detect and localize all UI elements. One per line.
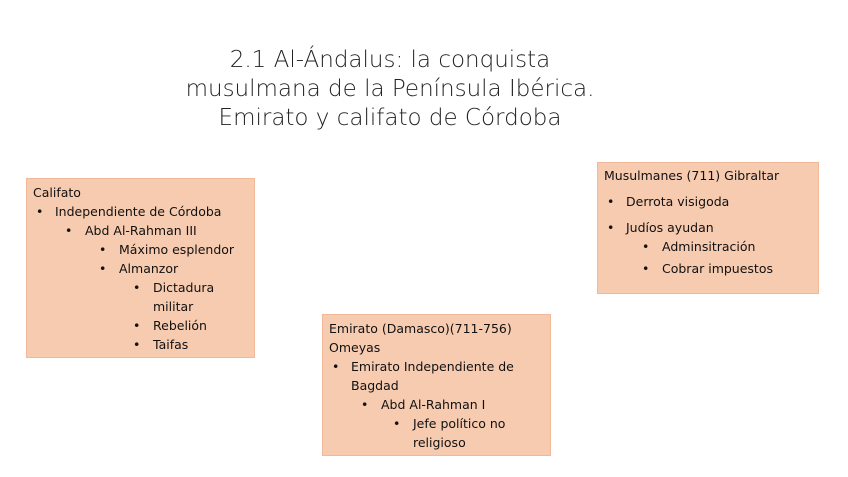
bullet-icon: • <box>607 194 615 209</box>
bullet-icon: • <box>642 261 650 276</box>
bullet-icon: • <box>393 416 401 431</box>
slide-title <box>150 46 630 133</box>
bullet-icon: • <box>361 397 369 412</box>
bullet-icon: • <box>133 337 141 352</box>
califato-heading: Califato <box>33 185 81 200</box>
list-item <box>33 221 248 240</box>
list-item-text: Bagdad <box>351 378 399 393</box>
bullet-icon: • <box>65 223 73 238</box>
list-item-text: Máximo esplendor <box>119 242 235 257</box>
list-item <box>329 395 544 414</box>
list-item <box>33 259 248 278</box>
list-item <box>604 192 812 211</box>
califato-box <box>26 178 255 358</box>
list-item-text: Taifas <box>153 337 189 352</box>
title-line-2: musulmana de la Península Ibérica. <box>185 76 595 102</box>
list-item-text: Adminsitración <box>662 239 756 254</box>
bullet-icon: • <box>607 220 615 235</box>
list-item-text: religioso <box>413 435 466 450</box>
list-item-text: Abd Al-Rahman I <box>381 397 486 412</box>
musulmanes-box <box>597 162 819 294</box>
bullet-icon: • <box>133 318 141 333</box>
bullet-icon: • <box>332 359 340 374</box>
emirato-box <box>322 314 551 456</box>
list-item <box>33 335 248 354</box>
emirato-subheading: Omeyas <box>329 340 381 355</box>
list-item <box>329 357 544 376</box>
bullet-icon: • <box>642 239 650 254</box>
list-item <box>33 202 248 221</box>
list-item <box>604 218 812 237</box>
list-item <box>329 414 544 433</box>
list-item-text: Cobrar impuestos <box>662 261 773 276</box>
list-item-text: Almanzor <box>119 261 179 276</box>
list-item-continuation <box>329 433 544 452</box>
list-item <box>604 259 812 278</box>
list-item-text: Emirato Independiente de <box>351 359 514 374</box>
list-item-continuation <box>329 376 544 395</box>
list-item <box>33 240 248 259</box>
bullet-icon: • <box>99 261 107 276</box>
list-item-text: Rebelión <box>153 318 207 333</box>
list-item-text: Derrota visigoda <box>626 194 730 209</box>
title-line-3: Emirato y califato de Córdoba <box>218 105 562 131</box>
list-item-text: Abd Al-Rahman III <box>85 223 197 238</box>
bullet-icon: • <box>133 280 141 295</box>
emirato-heading: Emirato (Damasco)(711-756) <box>329 321 512 336</box>
list-item-text: militar <box>153 299 194 314</box>
list-item-text: Independiente de Córdoba <box>55 204 222 219</box>
list-item <box>33 278 248 297</box>
musulmanes-heading: Musulmanes (711) Gibraltar <box>604 168 780 183</box>
list-item-text: Judíos ayudan <box>626 220 714 235</box>
list-item-continuation <box>33 297 248 316</box>
list-item <box>33 316 248 335</box>
list-item-text: Jefe político no <box>413 416 506 431</box>
list-item-text: Dictadura <box>153 280 215 295</box>
list-item <box>604 237 812 256</box>
title-line-1: 2.1 Al-Ándalus: la conquista <box>229 47 551 73</box>
bullet-icon: • <box>99 242 107 257</box>
bullet-icon: • <box>36 204 44 219</box>
